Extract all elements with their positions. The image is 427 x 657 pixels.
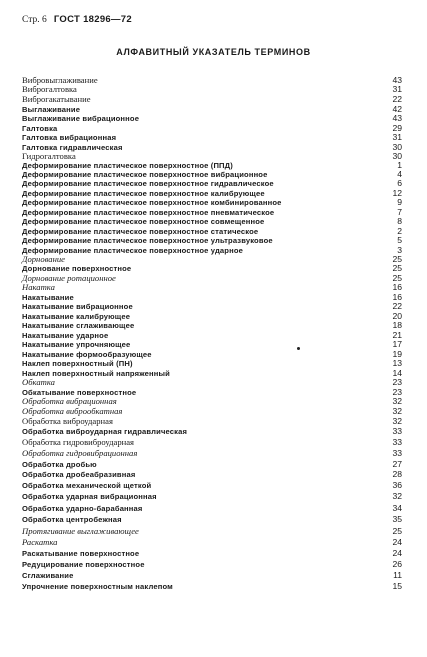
index-page-number: 36: [392, 480, 402, 490]
index-term: Упрочнение поверхностным наклепом: [22, 582, 173, 591]
index-term: Виброгалтовка: [22, 84, 77, 94]
index-entry: [22, 448, 402, 459]
index-page-number: 21: [392, 330, 402, 340]
index-page-number: 17: [392, 339, 402, 349]
index-page-number: 43: [392, 75, 402, 85]
index-page-number: 6: [397, 178, 402, 188]
index-term: Накатывание сглаживающее: [22, 321, 135, 330]
index-term: Обработка центробежная: [22, 515, 122, 524]
index-page-number: 33: [392, 448, 402, 458]
index-term: Накатывание вибрационное: [22, 302, 133, 311]
index-entry: [22, 570, 402, 581]
index-page-number: 16: [392, 292, 402, 302]
index-term: Обработка вибрационная: [22, 396, 117, 406]
index-term: Обработка виброударная гидравлическая: [22, 427, 188, 436]
index-entry: [22, 537, 402, 548]
index-term: Вибровыглаживание: [22, 75, 98, 85]
index-term: Деформирование пластическое поверхностное статическое: [22, 227, 259, 236]
index-term: Накатывание формообразующее: [22, 350, 152, 359]
index-term: Сглаживание: [22, 571, 74, 580]
index-term: Накатывание ударное: [22, 331, 109, 340]
index-page-number: 24: [392, 537, 402, 547]
index-term: Выглаживание вибрационное: [22, 114, 140, 123]
index-entry: [22, 469, 402, 480]
index-term: Деформирование пластическое поверхностное вибрационное: [22, 170, 268, 179]
index-term: Деформирование пластическое поверхностное ударное: [22, 246, 243, 255]
index-term: Обкатывание поверхностное: [22, 388, 137, 397]
page-header: [22, 14, 132, 25]
index-term: Редуцирование поверхностное: [22, 560, 145, 569]
index-page-number: 3: [397, 245, 402, 255]
index-page-number: 26: [392, 559, 402, 569]
index-page-number: 18: [392, 320, 402, 330]
index-term: Обработка дробеабразивная: [22, 470, 136, 479]
index-page-number: 25: [392, 273, 402, 283]
index-page-number: 22: [392, 94, 402, 104]
index-page-number: 42: [392, 104, 402, 114]
index-term: Наклеп поверхностный (ПН): [22, 359, 133, 368]
standard-number: ГОСТ 18296—72: [53, 14, 132, 25]
index-entry: [22, 480, 402, 491]
index-term: Выглаживание: [22, 105, 81, 114]
index-page-number: 9: [397, 197, 402, 207]
index-page-number: 35: [392, 514, 402, 524]
index-term: Обкатка: [22, 377, 55, 387]
index-page-number: 30: [392, 151, 402, 161]
index-page-number: 13: [392, 358, 402, 368]
index-entry: [22, 503, 402, 514]
index-page-number: 30: [392, 142, 402, 152]
index-page-number: 28: [392, 469, 402, 479]
index-page-number: 15: [392, 581, 402, 591]
index-term: Протягивание выглаживающее: [22, 526, 139, 536]
index-term: Обработка ударная вибрационная: [22, 492, 157, 501]
index-term: Деформирование пластическое поверхностное (ППД): [22, 161, 233, 170]
index-page-number: 12: [392, 188, 402, 198]
index-page-number: 7: [397, 207, 402, 217]
index-page-number: 33: [392, 426, 402, 436]
index-page-number: 32: [392, 396, 402, 406]
index-term: Деформирование пластическое поверхностное ультразвуковое: [22, 236, 273, 245]
index-page-number: 20: [392, 311, 402, 321]
index-page-number: 22: [392, 301, 402, 311]
index-term: Гидрогалтовка: [22, 151, 76, 161]
index-term: Накатывание упрочняющее: [22, 340, 131, 349]
index-page-number: 31: [392, 132, 402, 142]
index-entry: [22, 548, 402, 559]
index-term: Деформирование пластическое поверхностное гидравлическое: [22, 179, 274, 188]
index-term: Раскатка: [22, 537, 58, 547]
index-term: Обработка виброударная: [22, 416, 113, 426]
index-term: Деформирование пластическое поверхностное калибрующее: [22, 189, 265, 198]
index-entry: [22, 437, 402, 448]
index-page-number: 25: [392, 526, 402, 536]
index-entry: [22, 581, 402, 592]
index-term: Наклеп поверхностный напряженный: [22, 369, 170, 378]
index-term: Обработка ударно-барабанная: [22, 504, 143, 513]
index-term: Дорнование: [22, 254, 65, 264]
index-page-number: 34: [392, 503, 402, 513]
index-term: Обработка гидровибрационная: [22, 448, 138, 458]
index-page-number: 19: [392, 349, 402, 359]
index-page-number: 43: [392, 113, 402, 123]
index-term: Деформирование пластическое поверхностное совмещенное: [22, 217, 265, 226]
index-page-number: 8: [397, 216, 402, 226]
index-title: АЛФАВИТНЫЙ УКАЗАТЕЛЬ ТЕРМИНОВ: [116, 47, 311, 57]
index-term: Деформирование пластическое поверхностное комбинированное: [22, 198, 282, 207]
index-term: Раскатывание поверхностное: [22, 549, 140, 558]
index-page-number: 25: [392, 263, 402, 273]
index-term: Обработка гидровиброударная: [22, 437, 134, 447]
index-term: Накатывание: [22, 293, 74, 302]
index-term: Дорнование ротационное: [22, 273, 116, 283]
index-term: Деформирование пластическое поверхностное пневматическое: [22, 208, 275, 217]
index-page-number: 16: [392, 282, 402, 292]
index-entry: [22, 491, 402, 502]
index-entry: [22, 426, 402, 437]
index-page-number: 23: [392, 377, 402, 387]
index-page-number: 11: [393, 570, 402, 580]
index-entry: [22, 559, 402, 570]
index-term: Обработка дробью: [22, 460, 97, 469]
index-page-number: 25: [392, 254, 402, 264]
index-page-number: 29: [392, 123, 402, 133]
index-entry: [22, 514, 402, 525]
index-page-number: 23: [392, 387, 402, 397]
print-speck: [297, 347, 300, 350]
index-term: Обработка механической щеткой: [22, 481, 152, 490]
index-page-number: 31: [392, 84, 402, 94]
index-page-number: 4: [397, 169, 402, 179]
index-entry: [22, 526, 402, 537]
index-term: Галтовка вибрационная: [22, 133, 117, 142]
index-page-number: 2: [397, 226, 402, 236]
index-page-number: 5: [397, 235, 402, 245]
index-term: Накатывание калибрующее: [22, 312, 131, 321]
index-term: Накатка: [22, 282, 55, 292]
index-term: Виброгакатывание: [22, 94, 91, 104]
page-label: Стр. 6: [22, 15, 47, 25]
index-page-number: 32: [392, 491, 402, 501]
index-term: Галтовка гидравлическая: [22, 143, 123, 152]
index-page-number: 32: [392, 416, 402, 426]
index-page-number: 27: [392, 459, 402, 469]
index-page-number: 14: [392, 368, 402, 378]
index-page-number: 32: [392, 406, 402, 416]
index-page-number: 1: [397, 160, 402, 170]
index-term: Галтовка: [22, 124, 58, 133]
index-page-number: 33: [392, 437, 402, 447]
index-term: Дорнование поверхностное: [22, 264, 132, 273]
index-term: Обработка виброобкатная: [22, 406, 123, 416]
index-page-number: 24: [392, 548, 402, 558]
